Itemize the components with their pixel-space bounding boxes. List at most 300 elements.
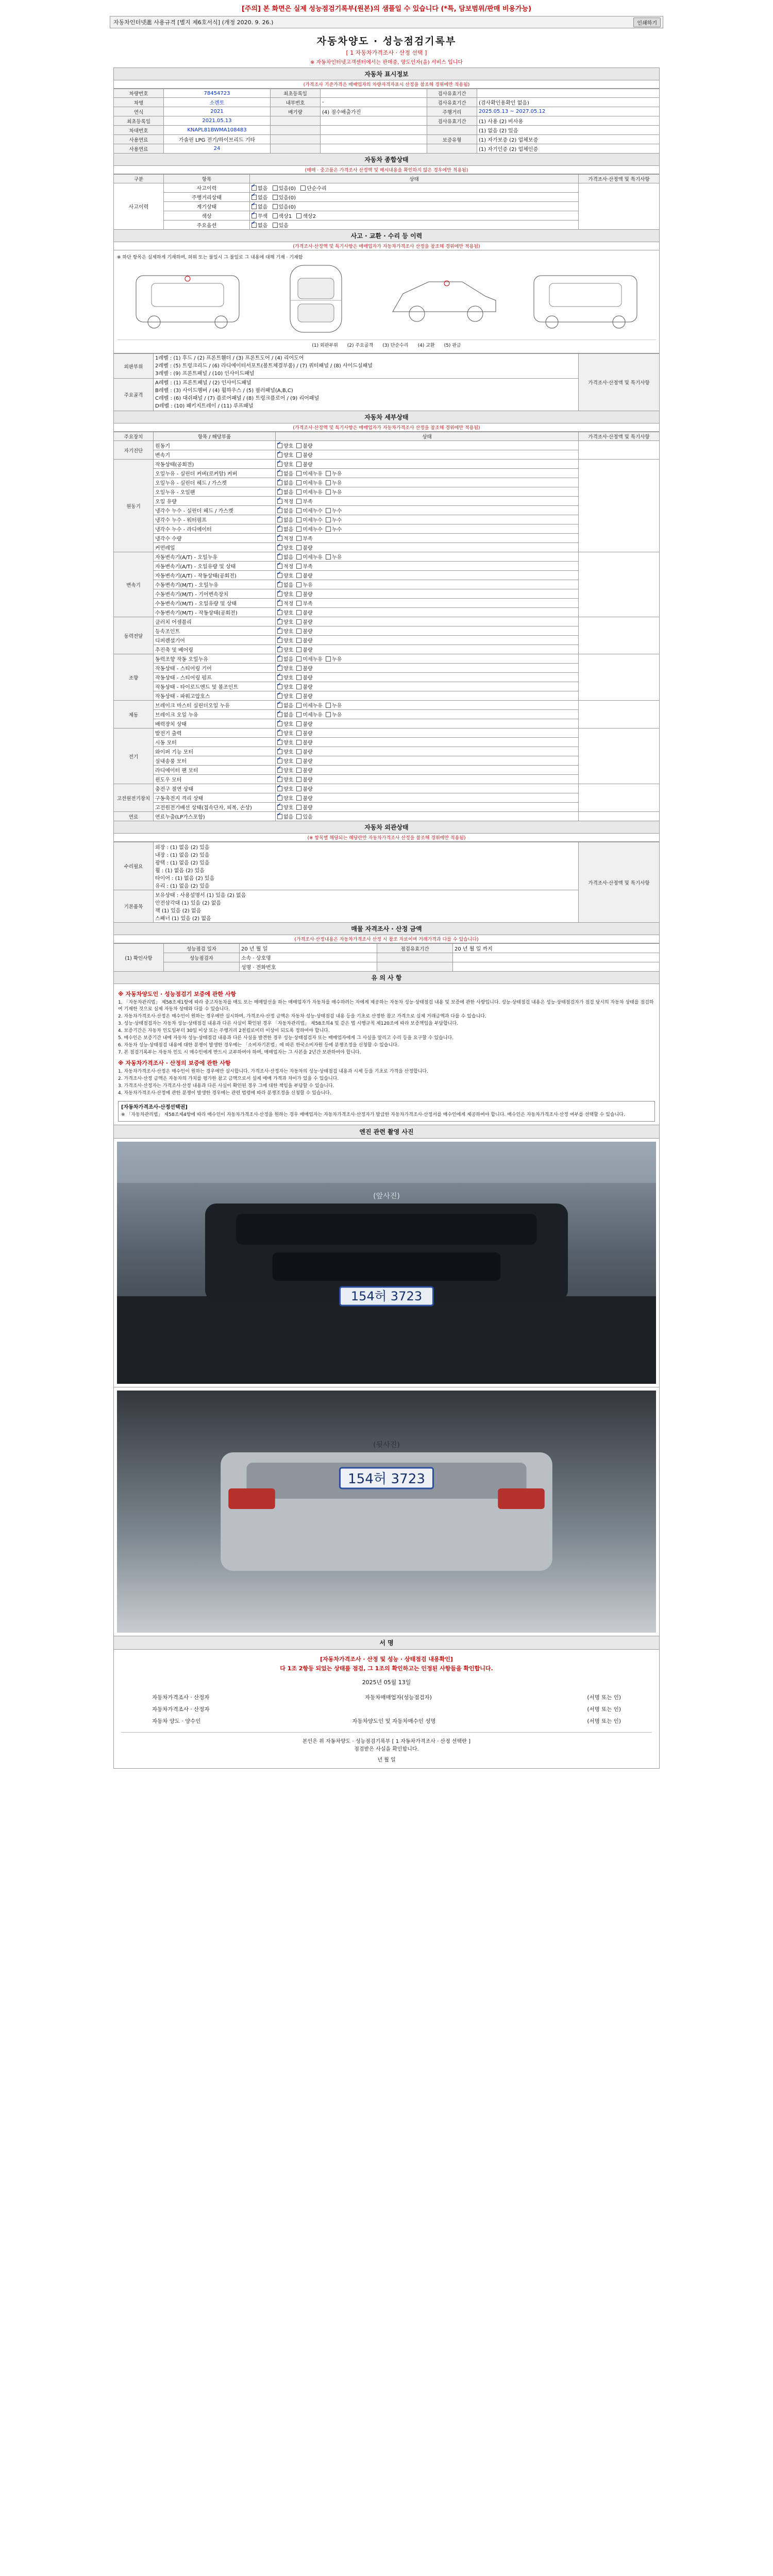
checkbox-on[interactable]	[277, 740, 282, 745]
table-row	[114, 543, 660, 552]
checkbox-on[interactable]	[277, 629, 282, 634]
checkbox-off[interactable]	[300, 185, 306, 191]
detail-state-cell[interactable]	[276, 487, 579, 497]
row-value: 소렌토	[164, 98, 271, 107]
checkbox-off[interactable]	[326, 656, 331, 662]
checkbox-off[interactable]	[296, 499, 301, 504]
page-title: 자동차양도 · 성능점검기록부	[316, 36, 457, 47]
rear-plate-text: 154허 3723	[348, 1471, 425, 1487]
checkbox-on[interactable]	[277, 564, 282, 569]
checkbox-off[interactable]	[296, 814, 301, 819]
page-subtitle-2: ※ 자동차인터넷고객센터에서는 판매중, 양도인자(을) 서비스 입니다	[310, 60, 463, 65]
checkbox-off[interactable]	[296, 786, 301, 791]
detail-state-cell[interactable]	[276, 812, 579, 821]
checkbox-off[interactable]	[296, 647, 301, 652]
detail-state-cell[interactable]	[276, 645, 579, 654]
opt-label: 미세누유	[303, 471, 323, 477]
detail-state-cell[interactable]	[276, 784, 579, 793]
sign-head-0: [자동차가격조사 · 산정 및 성능 · 상태점검 내용확인]	[320, 1655, 453, 1663]
checkbox-on[interactable]	[277, 462, 282, 467]
opt-label: 없음	[283, 583, 294, 588]
table-row	[114, 562, 660, 571]
sign-row-sign[interactable]: (서명 또는 인)	[587, 1706, 621, 1713]
detail-state-cell[interactable]	[276, 506, 579, 515]
opt-label: 양호	[283, 648, 294, 653]
checkbox-off[interactable]	[296, 480, 301, 485]
checkbox-off[interactable]	[296, 462, 301, 467]
detail-state-cell[interactable]	[276, 599, 579, 608]
opt-label: 부족	[303, 564, 313, 570]
car-diagram-row	[117, 260, 656, 337]
detail-item-label: 윈도우 모터	[154, 775, 276, 784]
checkbox-on[interactable]	[277, 610, 282, 615]
basic-opt[interactable]: 안전삼각대 (1) 있음 (2) 없음	[155, 901, 221, 906]
checkbox-on[interactable]	[277, 582, 282, 587]
checkbox-on[interactable]	[277, 647, 282, 652]
detail-state-cell[interactable]	[276, 478, 579, 487]
opt-label: 누유	[331, 657, 342, 663]
panel-line: C레벨 : (6) 대쉬패널 / (7) 플로어패널 / (8) 트렁크플로어 / (9) 리어패널	[155, 396, 320, 401]
checkbox-on[interactable]	[277, 749, 282, 754]
bottom-meta-note: (가격조사·산정내용은 자동차가격조사 산정 시 참조 자료이며 거래가격과 다를 수 있습니다)	[113, 935, 660, 943]
checkbox-on[interactable]	[277, 554, 282, 560]
checkbox-on[interactable]	[277, 638, 282, 643]
checkbox-off[interactable]	[296, 452, 301, 457]
section-2-note: (매매 · 중고품은 가격조사 산정액 및 매시내용을 확인하지 않은 경우에만 적용됨)	[113, 166, 660, 174]
opt-label: 누수	[331, 527, 342, 533]
detail-state-cell[interactable]	[276, 682, 579, 691]
checkbox-on[interactable]	[277, 619, 282, 624]
checkbox-off[interactable]	[296, 721, 301, 726]
print-button[interactable]: 인쇄하기	[633, 18, 661, 27]
sign-date: 2025년 05월 13일	[362, 1679, 411, 1686]
row-value-2: (4) 점수배출가진	[321, 107, 427, 116]
detail-state-cell[interactable]	[276, 460, 579, 469]
checkbox-off[interactable]	[296, 777, 301, 782]
checkbox-on[interactable]	[251, 195, 257, 200]
state-cell[interactable]	[250, 211, 579, 221]
opt-label: 없음	[283, 713, 294, 718]
top-notice: [주의] 본 화면은 실제 성능점검기록부(원본)의 샘플일 수 있습니다 (*특, 담보범위/판매 비용가능)	[241, 5, 532, 13]
row-label-3	[427, 126, 477, 135]
notice-para: 6. 자동차 성능·상태점검 내용에 대한 분쟁이 발생한 경우에는 「소비자기본법」에 따른 한국소비자원 등에 분쟁조정을 신청할 수 있습니다.	[118, 1043, 399, 1048]
panel-group-label: 외판부위	[114, 354, 154, 379]
row-value: KNAPL81BWMA108483	[164, 126, 271, 135]
opt-label: 미세누유	[303, 657, 323, 663]
checkbox-off[interactable]	[296, 693, 301, 699]
checkbox-on[interactable]	[277, 480, 282, 485]
detail-item-label: 수동변속기(M/T) - 오일누유	[154, 580, 276, 589]
exterior-opt[interactable]: 광택 : (1) 없음 (2) 있음	[155, 860, 210, 866]
detail-state-cell[interactable]	[276, 775, 579, 784]
exterior-opt[interactable]: 내장 : (1) 없음 (2) 있음	[155, 853, 210, 858]
table-row	[114, 793, 660, 803]
checkbox-off[interactable]	[296, 517, 301, 522]
checkbox-on[interactable]	[277, 814, 282, 819]
exterior-table	[113, 842, 660, 923]
sign-row-value: 자동차매매업자(성능점검자)	[364, 1694, 432, 1701]
notice-para: 4. 보증기간은 자동차 인도일부터 30일 이상 또는 주행거리 2천킬로미터 이상이 되도록 정하여야 합니다.	[118, 1028, 330, 1034]
checkbox-off[interactable]	[296, 629, 301, 634]
checkbox-on[interactable]	[277, 786, 282, 791]
checkbox-on[interactable]	[277, 777, 282, 782]
sign-row-sign[interactable]: (서명 또는 인)	[587, 1694, 621, 1701]
opt-label: 누유	[331, 490, 342, 496]
detail-state-cell[interactable]	[276, 562, 579, 571]
checkbox-on[interactable]	[277, 795, 282, 801]
opt-label: 양호	[283, 453, 294, 459]
detail-state-cell[interactable]	[276, 608, 579, 617]
detail-state-cell[interactable]	[276, 441, 579, 450]
opt-label: 불량	[303, 722, 313, 727]
detail-note-cell	[579, 552, 660, 617]
detail-state-cell[interactable]	[276, 617, 579, 626]
section-2-title: 자동차 종합상태	[113, 154, 660, 166]
opt-label: 불량	[303, 462, 313, 468]
checkbox-off[interactable]	[326, 703, 331, 708]
checkbox-on[interactable]	[277, 573, 282, 578]
item-label: 주행거리상태	[164, 193, 250, 202]
checkbox-off[interactable]	[273, 195, 278, 200]
checkbox-off[interactable]	[296, 703, 301, 708]
checkbox-off[interactable]	[296, 638, 301, 643]
checkbox-off[interactable]	[296, 573, 301, 578]
opt-label: 불량	[303, 787, 313, 792]
checkbox-on[interactable]	[277, 443, 282, 448]
checkbox-on[interactable]	[277, 768, 282, 773]
checkbox-off[interactable]	[273, 223, 278, 228]
note-cell	[579, 183, 660, 230]
checkbox-off[interactable]	[296, 471, 301, 476]
detail-state-cell[interactable]	[276, 552, 579, 562]
table-row	[114, 803, 660, 812]
table-row	[114, 784, 660, 793]
detail-state-cell[interactable]	[276, 691, 579, 701]
notice-para: 3. 성능·상태점검자는 자동차 성능·상태점검 내용과 다른 사실이 확인된 경우 「자동차관리법」 제58조의4 및 같은 법 시행규칙 제120조에 따라 보증책임을 부담합니다.	[118, 1021, 459, 1027]
detail-state-cell[interactable]	[276, 534, 579, 543]
state-cell[interactable]	[250, 193, 579, 202]
sign-row-label: 자동차가격조사 · 산정자	[152, 1706, 210, 1713]
detail-item-label: 냉각수 수량	[154, 534, 276, 543]
sub-box-text: ※ 「자동차관리법」 제58조제4항에 따라 매수인이 자동차가격조사·산정을 원하는 경우 매매업자는 자동차가격조사·산정자가 발급한 자동차가격조사·산정서를 매수인에게 제공하여야 합니다. 매수인은 자동차가격조사·산정 여부를 선택할 수 있습니다.	[121, 1112, 625, 1117]
checkbox-off[interactable]	[296, 731, 301, 736]
checkbox-off[interactable]	[296, 545, 301, 550]
exterior-opt[interactable]: 외장 : (1) 없음 (2) 있음	[155, 845, 210, 851]
detail-item-label: 오일누유 - 실린더 커버(로커암) 커버	[154, 469, 276, 478]
checkbox-off[interactable]	[326, 471, 331, 476]
section-5-title: 자동차 외관상태	[113, 821, 660, 834]
detail-state-cell[interactable]	[276, 543, 579, 552]
table-row	[114, 775, 660, 784]
signature-title: 서 명	[113, 1636, 660, 1650]
detail-state-cell[interactable]	[276, 654, 579, 664]
checkbox-off[interactable]	[296, 758, 301, 764]
opt-label: 부족	[303, 499, 313, 505]
detail-item-label: 동력조향 작동 오일누유	[154, 654, 276, 664]
checkbox-off[interactable]	[296, 508, 301, 513]
detail-state-cell[interactable]	[276, 469, 579, 478]
exterior-opt[interactable]: 유리 : (1) 없음 (2) 있음	[155, 884, 210, 889]
panel-group-lines	[154, 354, 579, 379]
checkbox-on[interactable]	[277, 508, 282, 513]
front-plate-text: 154허 3723	[350, 1289, 423, 1303]
detail-state-cell[interactable]	[276, 747, 579, 756]
opt-label: 단순수리	[307, 186, 327, 192]
state-cell[interactable]	[250, 221, 579, 230]
table-row	[114, 608, 660, 617]
vehicle-info-table	[113, 89, 660, 154]
basic-opt[interactable]: 잭 (1) 있음 (2) 없음	[155, 908, 201, 914]
checkbox-off[interactable]	[296, 443, 301, 448]
state-cell[interactable]	[250, 202, 579, 211]
opt-label: 불량	[303, 592, 313, 598]
checkbox-off[interactable]	[273, 185, 278, 191]
opt-label: 없음	[258, 205, 268, 210]
exterior-row-cells[interactable]	[154, 842, 579, 890]
panel-line: 3레벨 : (9) 프론트패널 / (10) 인사이드패널	[155, 371, 255, 377]
detail-state-cell[interactable]	[276, 626, 579, 636]
detail-state-cell[interactable]	[276, 719, 579, 728]
checkbox-off[interactable]	[273, 213, 278, 218]
checkbox-off[interactable]	[296, 536, 301, 541]
checkbox-off[interactable]	[296, 675, 301, 680]
checkbox-on[interactable]	[251, 213, 257, 218]
state-cell[interactable]	[250, 183, 579, 193]
detail-state-cell[interactable]	[276, 450, 579, 460]
checkbox-off[interactable]	[326, 527, 331, 532]
rear-vehicle-photo	[117, 1391, 656, 1633]
exterior-row-label: 수리필요	[114, 842, 154, 890]
row-value-3: 2025.05.13 ~ 2027.05.12	[477, 107, 660, 116]
sign-row-label: 자동차 양도 · 양수인	[152, 1718, 201, 1725]
page-subtitle: [ 1 자동차가격조사 · 산정 선택 ]	[346, 49, 427, 56]
checkbox-off[interactable]	[326, 712, 331, 717]
opt-label: 누유	[331, 555, 342, 561]
checkbox-on[interactable]	[277, 656, 282, 662]
opt-label: 불량	[303, 768, 313, 774]
detail-state-cell[interactable]	[276, 738, 579, 747]
checkbox-on[interactable]	[277, 675, 282, 680]
row-value-2	[321, 89, 427, 98]
opt-label: 없음	[283, 509, 294, 514]
detail-item-label: 수동변속기(M/T) - 기어변속장치	[154, 589, 276, 599]
sign-row-sign[interactable]: (서명 또는 인)	[587, 1718, 621, 1725]
detail-state-cell[interactable]	[276, 766, 579, 775]
opt-label: 양호	[283, 629, 294, 635]
opt-label: 양호	[283, 592, 294, 598]
opt-label: 양호	[283, 444, 294, 449]
row-label: 사용연료	[114, 144, 164, 154]
detail-state-cell[interactable]	[276, 497, 579, 506]
detail-group-label: 조향	[114, 654, 154, 701]
rear-caption-text: (뒷사진)	[373, 1441, 400, 1449]
opt-label: 양호	[283, 805, 294, 811]
opt-label: 있음(0)	[278, 205, 296, 210]
checkbox-off[interactable]	[296, 527, 301, 532]
table-row	[114, 673, 660, 682]
opt-label: 불량	[303, 546, 313, 551]
checkbox-on[interactable]	[277, 805, 282, 810]
checkbox-off[interactable]	[296, 749, 301, 754]
basic-opt[interactable]: 보유상태 : 사용설명서 (1) 있음 (2) 없음	[155, 893, 246, 899]
front-vehicle-photo	[117, 1142, 656, 1384]
detail-item-label: 연료누출(LP가스포함)	[154, 812, 276, 821]
opt-label: 없음	[283, 815, 294, 820]
detail-state-cell[interactable]	[276, 636, 579, 645]
opt-label: 적정	[283, 564, 294, 570]
detail-item-label: 라디에이터 팬 모터	[154, 766, 276, 775]
row-value-2	[321, 126, 427, 135]
checkbox-off[interactable]	[296, 591, 301, 597]
checkbox-on[interactable]	[277, 721, 282, 726]
meta-c4	[453, 962, 660, 972]
checkbox-on[interactable]	[251, 185, 257, 191]
exterior-opt[interactable]: 휠 : (1) 없음 (2) 있음	[155, 868, 205, 874]
checkbox-off[interactable]	[273, 204, 278, 209]
checkbox-on[interactable]	[277, 758, 282, 764]
opt-label: 양호	[283, 777, 294, 783]
table-row	[114, 719, 660, 728]
detail-item-label: 작동상태 - 스티어링 기어	[154, 664, 276, 673]
opt-label: 불량	[303, 685, 313, 690]
checkbox-off[interactable]	[296, 684, 301, 689]
table-row	[114, 580, 660, 589]
checkbox-off[interactable]	[326, 489, 331, 495]
row-label-3: 주행거리	[427, 107, 477, 116]
checkbox-on[interactable]	[277, 471, 282, 476]
detail-state-cell[interactable]	[276, 664, 579, 673]
photo-rear-box	[113, 1387, 660, 1636]
checkbox-off[interactable]	[326, 508, 331, 513]
col-header-note: 가격조사·산정액 및 특기사항	[579, 175, 660, 183]
checkbox-on[interactable]	[277, 452, 282, 457]
table-row	[114, 756, 660, 766]
section-4-note: (가격조사·산정액 및 특기사항은 매매업자가 자동차가격조사 산정을 참조해 경위에만 적용됨)	[113, 423, 660, 432]
detail-item-label: 오일누유 - 실린더 헤드 / 가스켓	[154, 478, 276, 487]
table-row	[114, 766, 660, 775]
checkbox-on[interactable]	[277, 517, 282, 522]
checkbox-off[interactable]	[296, 712, 301, 717]
detail-item-label: 원동기	[154, 441, 276, 450]
photo-front-box	[113, 1139, 660, 1387]
row-value-3: (1) 없음 (2) 있음	[477, 126, 660, 135]
detail-state-cell[interactable]	[276, 756, 579, 766]
opt-label: 적정	[283, 536, 294, 542]
checkbox-off[interactable]	[296, 795, 301, 801]
table-row	[114, 515, 660, 524]
checkbox-on[interactable]	[277, 591, 282, 597]
category-cell: 사고이력	[114, 183, 164, 230]
table-row	[114, 524, 660, 534]
detail-item-label: 냉각수 누수 - 라디에이터	[154, 524, 276, 534]
detail-state-cell[interactable]	[276, 710, 579, 719]
checkbox-off[interactable]	[296, 213, 301, 218]
checkbox-on[interactable]	[277, 601, 282, 606]
opt-label: 불량	[303, 759, 313, 765]
opt-label: 양호	[283, 546, 294, 551]
item-label: 계기상태	[164, 202, 250, 211]
opt-label: 없음	[283, 703, 294, 709]
notice-head-1: ※ 자동차양도인 · 성능점검기 보증에 관한 사항	[118, 991, 237, 997]
checkbox-on[interactable]	[251, 223, 257, 228]
detail-state-cell[interactable]	[276, 571, 579, 580]
row-value: 24	[164, 144, 271, 154]
opt-label: 미세누수	[303, 527, 323, 533]
checkbox-on[interactable]	[277, 712, 282, 717]
detail-item-label: 냉각수 누수 - 실린더 헤드 / 가스켓	[154, 506, 276, 515]
opt-label: 없음	[283, 471, 294, 477]
basic-opt[interactable]: 스패너 (1) 있음 (2) 없음	[155, 916, 211, 922]
checkbox-off[interactable]	[296, 610, 301, 615]
detail-state-cell[interactable]	[276, 673, 579, 682]
legend-item-4: (5) 판금	[444, 343, 461, 348]
basic-items-cells[interactable]	[154, 890, 579, 923]
checkbox-on[interactable]	[277, 499, 282, 504]
detail-state-cell[interactable]	[276, 580, 579, 589]
detail-state-cell[interactable]	[276, 728, 579, 738]
checkbox-on[interactable]	[277, 703, 282, 708]
opt-label: 없음	[258, 186, 268, 192]
detail-item-label: 브레이크 오일 누유	[154, 710, 276, 719]
checkbox-off[interactable]	[296, 554, 301, 560]
checkbox-off[interactable]	[296, 740, 301, 745]
record-sheet	[113, 33, 660, 1769]
checkbox-off[interactable]	[296, 805, 301, 810]
checkbox-on[interactable]	[277, 527, 282, 532]
row-label-3: 검사유효기간	[427, 116, 477, 126]
checkbox-off[interactable]	[326, 480, 331, 485]
checkbox-off[interactable]	[296, 666, 301, 671]
checkbox-off[interactable]	[326, 517, 331, 522]
sign-footer-3: 년 월 일	[377, 1757, 396, 1764]
detail-item-label: 작동상태 - 스티어링 펌프	[154, 673, 276, 682]
checkbox-on[interactable]	[277, 536, 282, 541]
detail-state-cell[interactable]	[276, 515, 579, 524]
checkbox-on[interactable]	[277, 545, 282, 550]
detail-state-cell[interactable]	[276, 701, 579, 710]
table-row	[114, 497, 660, 506]
detail-state-cell[interactable]	[276, 803, 579, 812]
table-row	[114, 441, 660, 450]
checkbox-on[interactable]	[277, 731, 282, 736]
opt-label: 양호	[283, 722, 294, 727]
item-label: 사고이력	[164, 183, 250, 193]
detail-table-body	[114, 441, 660, 821]
checkbox-on[interactable]	[277, 684, 282, 689]
row-value-2	[321, 144, 427, 154]
opt-label: 누유	[331, 703, 342, 709]
row-label: 차명	[114, 98, 164, 107]
checkbox-off[interactable]	[296, 768, 301, 773]
detail-state-cell[interactable]	[276, 524, 579, 534]
detail-state-cell[interactable]	[276, 589, 579, 599]
checkbox-off[interactable]	[296, 619, 301, 624]
checkbox-off[interactable]	[296, 564, 301, 569]
checkbox-on[interactable]	[277, 489, 282, 495]
exterior-opt[interactable]: 타이어 : (1) 없음 (2) 있음	[155, 876, 215, 882]
checkbox-on[interactable]	[251, 204, 257, 209]
checkbox-off[interactable]	[296, 601, 301, 606]
checkbox-off[interactable]	[296, 489, 301, 495]
checkbox-off[interactable]	[326, 554, 331, 560]
checkbox-off[interactable]	[296, 656, 301, 662]
checkbox-on[interactable]	[277, 666, 282, 671]
checkbox-off[interactable]	[296, 582, 301, 587]
opt-label: 없음	[258, 195, 268, 201]
checkbox-on[interactable]	[277, 693, 282, 699]
notice-para: 5. 매수인은 보증기간 내에 자동차 성능·상태점검 내용과 다른 사실을 발견한 경우 성능·상태점검자 또는 매매업자에게 그 사실을 알리고 수리 등을 요구할 수 있습니다.	[118, 1036, 454, 1041]
detail-state-cell[interactable]	[276, 793, 579, 803]
